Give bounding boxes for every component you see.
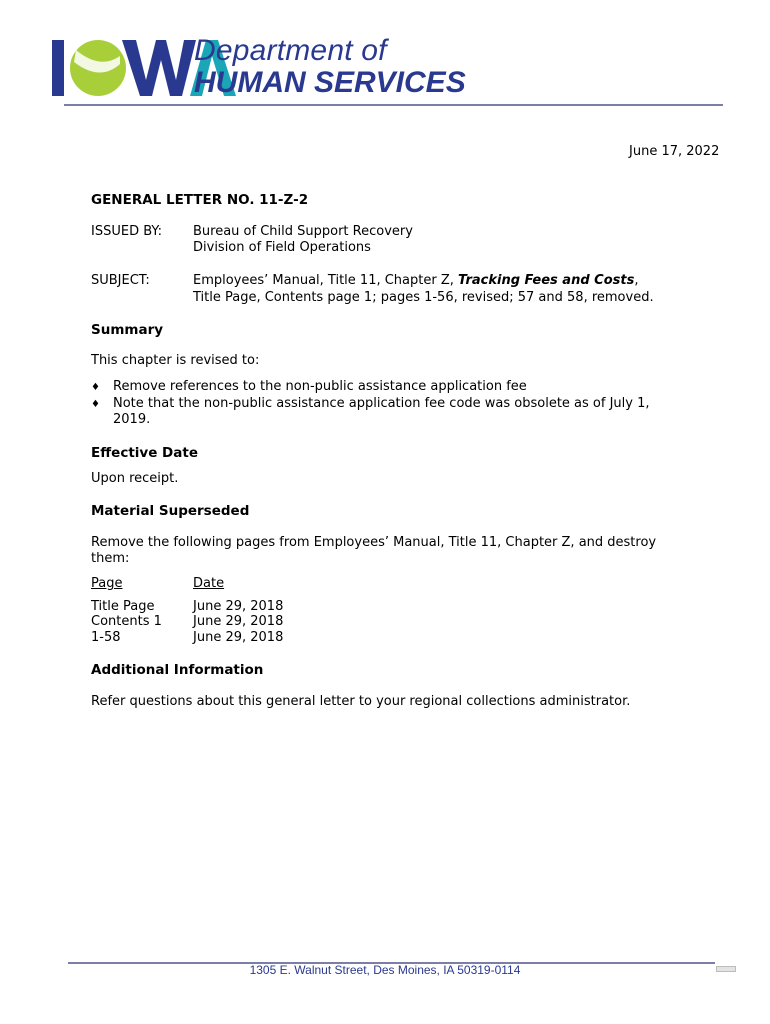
issued-by-line2: Division of Field Operations [193,240,371,255]
table-row-page: Contents 1 [91,614,162,629]
bullet-icon: ♦ [91,399,100,410]
footer-address: 1305 E. Walnut Street, Des Moines, IA 50319-0114 [249,963,521,977]
superseded-heading: Material Superseded [91,503,250,519]
table-row-page: Title Page [91,599,155,614]
subject-suffix: , [634,273,639,288]
column-header-page: Page [91,576,123,591]
summary-item-2-line2: 2019. [113,412,151,427]
issued-by-label: ISSUED BY: [91,224,163,239]
subject-emphasis: Tracking Fees and Costs [458,273,635,288]
table-row-date: June 29, 2018 [193,630,284,645]
letter-title: GENERAL LETTER NO. 11-Z-2 [91,192,309,208]
effective-date-text: Upon receipt. [91,471,179,486]
department-name-line2: HUMAN SERVICES [194,66,466,99]
bullet-icon: ♦ [91,382,100,393]
letter-date: June 17, 2022 [629,144,720,159]
issued-by-line1: Bureau of Child Support Recovery [193,224,413,239]
superseded-text-line1: Remove the following pages from Employees’ Manual, Title 11, Chapter Z, and destroy [91,535,657,550]
additional-info-text: Refer questions about this general letter to your regional collections administrator. [91,694,631,709]
logo-letter-i [52,40,64,96]
page-corner-mark [716,966,736,972]
column-header-date: Date [193,576,225,591]
subject-prefix: Employees’ Manual, Title 11, Chapter Z, [193,273,459,288]
logo-letter-w [122,40,196,96]
additional-info-heading: Additional Information [91,662,264,678]
summary-item-2-line1: Note that the non-public assistance application fee code was obsolete as of July 1, [113,396,650,411]
superseded-text-line2: them: [91,551,130,566]
subject-line1 [193,273,638,289]
table-row-date: June 29, 2018 [193,599,284,614]
table-row-page: 1-58 [91,630,121,645]
subject-line2: Title Page, Contents page 1; pages 1-56, revised; 57 and 58, removed. [193,290,654,305]
summary-item-1: Remove references to the non-public assistance application fee [113,379,527,394]
summary-intro: This chapter is revised to: [91,353,260,368]
summary-heading: Summary [91,322,164,338]
effective-date-heading: Effective Date [91,445,198,461]
header-divider [64,104,723,106]
table-row-date: June 29, 2018 [193,614,284,629]
subject-label: SUBJECT: [91,273,150,288]
department-name-line1: Department of [194,34,387,67]
